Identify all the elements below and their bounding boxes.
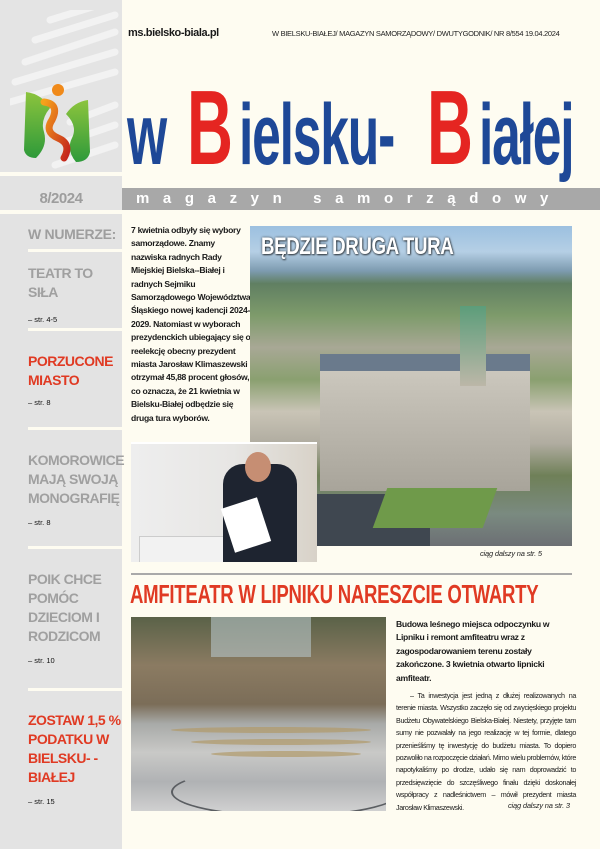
toc-item-title: POIK CHCE POMÓC DZIECIOM I RODZICOM (28, 571, 102, 644)
issue-band (0, 188, 600, 210)
voting-photo (131, 442, 317, 562)
masthead-ialej: iałej (479, 87, 574, 183)
article1-lead: 7 kwietnia odbyły się wybory samorządowe. Znamy nazwiska radnych Rady Miejskiej Bielska--Białej i radnych Sejmiku Samorządowego Województwa Śląskiego nowej kadencji 2024-2029. Natomiast w wyborach prezydenckich ubiegający się o reelekcję obecny prezydent miasta Jarosław Klimaszewski otrzymał 45,88 procent głosów, co oznacza, że 21 kwietnia w Bielsku-Białej odbędzie się druga tura wyborów. (131, 225, 251, 423)
issue-number: 8/2024 (0, 188, 122, 210)
divider (0, 172, 122, 176)
divider (28, 427, 122, 430)
toc-item-title: KOMOROWICE MAJĄ SWOJĄ MONOGRAFIĘ (28, 452, 125, 506)
toc-item[interactable] (28, 711, 124, 806)
logo-area (0, 0, 122, 172)
article2-body: – Ta inwestycja jest jedną z dłużej realizowanych na terenie miasta. Wszystko zaczęło się od zwycięskiego projektu Budżetu Obywatelskiego Bielska-Białej. Niestety, przyjęte tam sumy nie pozwalały na jego realizację w tej formie, dlatego przenieśliśmy tę inwestycję do budżetu miasta. To dopiero pozwoliło na rozpoczęcie działań. Mimo wielu problemów, które napotykaliśmy po drodze, udało się nam doprowadzić to przedsięwzięcie do szczęśliwego finału dzięki doskonałej współpracy z nadleśnictwem – mówił prezydent miasta Jarosław Klimaszewski. (396, 691, 576, 812)
masthead-b2: B (427, 69, 472, 187)
divider (0, 210, 122, 214)
masthead-ielsku: ielsku- (239, 87, 395, 183)
amphitheatre-photo (131, 617, 386, 811)
toc-item-page: – str. 4-5 (28, 315, 58, 324)
masthead-title (127, 68, 600, 187)
toc-item-page: – str. 8 (28, 518, 51, 527)
masthead-b1: B (187, 69, 232, 187)
toc-item-title: ZOSTAW 1,5 % PODATKU W BIELSKU- -BIAŁEJ (28, 712, 121, 785)
toc-heading: W NUMERZE: (28, 226, 116, 242)
article1-continued: ciąg dalszy na str. 5 (480, 549, 542, 558)
divider (28, 328, 122, 331)
masthead-w: w (127, 87, 166, 183)
article1-headline: BĘDZIE DRUGA TURA (261, 233, 454, 260)
divider (28, 249, 122, 252)
city-logo-icon (22, 80, 92, 164)
article2-headline: AMFITEATR W LIPNIKU NARESZCIE OTWARTY (130, 579, 539, 609)
issue-meta: W BIELSKU-BIAŁEJ/ MAGAZYN SAMORZĄDOWY/ DWUTYGODNIK/ NR 8/554 19.04.2024 (272, 29, 560, 38)
toc-item-page: – str. 8 (28, 398, 51, 407)
divider (28, 546, 122, 549)
toc-item-title: PORZUCONE MIASTO (28, 353, 113, 388)
toc-item[interactable] (28, 352, 124, 407)
site-url-link[interactable]: ms.bielsko-biala.pl (128, 27, 219, 39)
toc-item-page: – str. 10 (28, 656, 55, 665)
toc-item[interactable] (28, 264, 124, 324)
toc-item-title: TEATR TO SIŁA (28, 265, 93, 300)
article2-lead: Budowa leśnego miejsca odpoczynku w Lipniku i remont amfiteatru wraz z zagospodarowaniem terenu zostały zakończone. 3 kwietnia otwarto lipnicki amfiteatr. (396, 619, 550, 683)
toc-item[interactable] (28, 570, 124, 665)
magazine-subtitle: magazyn samorządowy (122, 188, 600, 210)
article2-continued: ciąg dalszy na str. 3 (508, 801, 570, 810)
toc-item[interactable] (28, 451, 124, 527)
divider (28, 688, 122, 691)
toc-item-page: – str. 15 (28, 797, 55, 806)
section-rule (131, 573, 572, 575)
